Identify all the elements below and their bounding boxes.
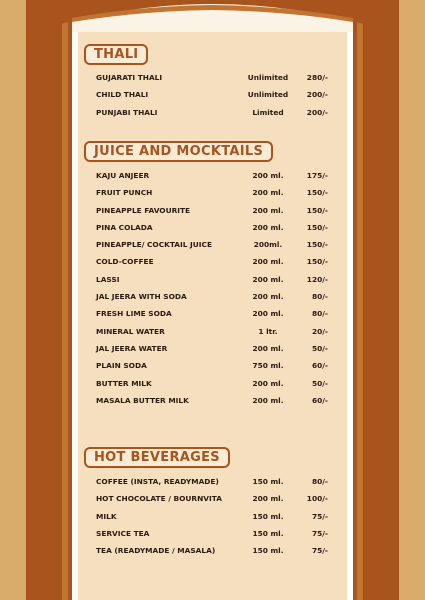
item-price: 150/-	[306, 257, 328, 267]
outer-border-left	[0, 0, 28, 600]
menu-item	[84, 223, 344, 240]
item-name: KAJU ANJEER	[96, 171, 150, 180]
item-price: 120/-	[306, 274, 328, 284]
item-price: 80/-	[311, 309, 328, 319]
menu-item	[84, 171, 344, 188]
item-quantity: 150 ml.	[252, 477, 284, 486]
pillar-left	[26, 0, 72, 600]
item-quantity: Limited	[252, 107, 284, 117]
item-price: 150/-	[306, 188, 328, 198]
pillar-right	[353, 0, 399, 600]
outer-border-right	[397, 0, 425, 600]
item-list	[84, 73, 344, 125]
menu-item	[84, 309, 344, 326]
item-name: SERVICE TEA	[96, 528, 150, 538]
item-quantity: 200 ml.	[252, 171, 284, 180]
menu-item	[84, 344, 344, 361]
menu-item	[84, 188, 344, 205]
item-name: JAL JEERA WATER	[96, 343, 168, 353]
menu-item	[84, 512, 344, 529]
item-price: 60/-	[311, 395, 328, 405]
item-quantity: 750 ml.	[252, 361, 284, 371]
menu-item	[84, 90, 344, 107]
item-name: MASALA BUTTER MILK	[96, 395, 189, 405]
section-hot-beverages	[84, 446, 344, 563]
item-name: PINEAPPLE FAVOURITE	[96, 205, 191, 215]
menu-item	[84, 327, 344, 344]
menu-item	[84, 257, 344, 274]
menu-item	[84, 379, 344, 396]
item-price: 20/-	[311, 326, 328, 336]
item-price: 200/-	[306, 90, 328, 100]
item-list	[84, 171, 344, 413]
menu-item	[84, 494, 344, 511]
menu-item	[84, 361, 344, 378]
section-heading: HOT BEVERAGES	[84, 447, 230, 468]
menu-item	[84, 275, 344, 292]
item-quantity: 150 ml.	[252, 528, 284, 538]
item-price: 200/-	[306, 107, 328, 117]
item-name: PINEAPPLE/ COCKTAIL JUICE	[96, 240, 213, 250]
item-quantity: Unlimited	[247, 90, 289, 100]
menu-item	[84, 240, 344, 257]
item-price: 75/-	[311, 546, 328, 556]
item-price: 50/-	[311, 343, 328, 353]
panel-edge-right	[347, 32, 353, 600]
item-quantity: 200ml.	[253, 240, 283, 250]
menu-item	[84, 108, 344, 125]
pillar-stripe	[62, 0, 68, 600]
item-quantity: 200 ml.	[252, 222, 284, 232]
item-price: 75/-	[311, 528, 328, 538]
curtain-arch	[0, 0, 425, 40]
item-list	[84, 477, 344, 563]
menu-item	[84, 73, 344, 90]
item-quantity: 200 ml.	[252, 378, 284, 388]
item-quantity: 200 ml.	[252, 188, 284, 198]
item-quantity: Unlimited	[247, 73, 289, 82]
item-price: 75/-	[311, 511, 328, 521]
item-price: 100/-	[306, 494, 328, 504]
section-heading: THALI	[84, 44, 148, 65]
item-quantity: 150 ml.	[252, 546, 284, 556]
item-price: 150/-	[306, 222, 328, 232]
item-name: FRUIT PUNCH	[96, 188, 153, 198]
item-name: TEA (READYMADE / MASALA)	[96, 546, 216, 556]
item-quantity: 200 ml.	[252, 257, 284, 267]
item-name: PINA COLADA	[96, 222, 153, 232]
item-quantity: 150 ml.	[252, 511, 284, 521]
section-heading: JUICE AND MOCKTAILS	[84, 141, 273, 162]
item-name: FRESH LIME SODA	[96, 309, 172, 319]
item-name: PLAIN SODA	[96, 361, 147, 371]
item-quantity: 200 ml.	[252, 494, 284, 504]
section-thali	[84, 43, 344, 125]
item-price: 150/-	[306, 205, 328, 215]
section-juice-and-mocktails	[84, 140, 344, 413]
item-name: MILK	[96, 511, 117, 521]
item-name: CHILD THALI	[96, 90, 149, 100]
item-price: 50/-	[311, 378, 328, 388]
item-quantity: 1 ltr.	[258, 326, 278, 336]
item-quantity: 200 ml.	[252, 274, 284, 284]
pillar-stripe	[357, 0, 363, 600]
item-quantity: 200 ml.	[252, 395, 284, 405]
item-name: HOT CHOCOLATE / BOURNVITA	[96, 494, 222, 504]
item-price: 80/-	[311, 477, 328, 486]
item-name: COFFEE (INSTA, READYMADE)	[96, 477, 219, 486]
item-price: 175/-	[306, 171, 328, 180]
item-quantity: 200 ml.	[252, 292, 284, 302]
item-price: 280/-	[306, 73, 328, 82]
item-name: BUTTER MILK	[96, 378, 152, 388]
item-name: MINERAL WATER	[96, 326, 165, 336]
item-quantity: 200 ml.	[252, 205, 284, 215]
menu-item	[84, 292, 344, 309]
panel-edge-left	[72, 32, 78, 600]
item-quantity: 200 ml.	[252, 309, 284, 319]
item-name: JAL JEERA WITH SODA	[96, 292, 187, 302]
item-price: 80/-	[311, 292, 328, 302]
item-name: LASSI	[96, 274, 120, 284]
menu-item	[84, 396, 344, 413]
item-name: PUNJABI THALI	[96, 107, 158, 117]
item-price: 150/-	[306, 240, 328, 250]
item-price: 60/-	[311, 361, 328, 371]
menu-item	[84, 529, 344, 546]
menu-item	[84, 206, 344, 223]
menu-item	[84, 477, 344, 494]
menu-item	[84, 546, 344, 563]
item-name: COLD-COFFEE	[96, 257, 154, 267]
item-name: GUJARATI THALI	[96, 73, 163, 82]
item-quantity: 200 ml.	[252, 343, 284, 353]
